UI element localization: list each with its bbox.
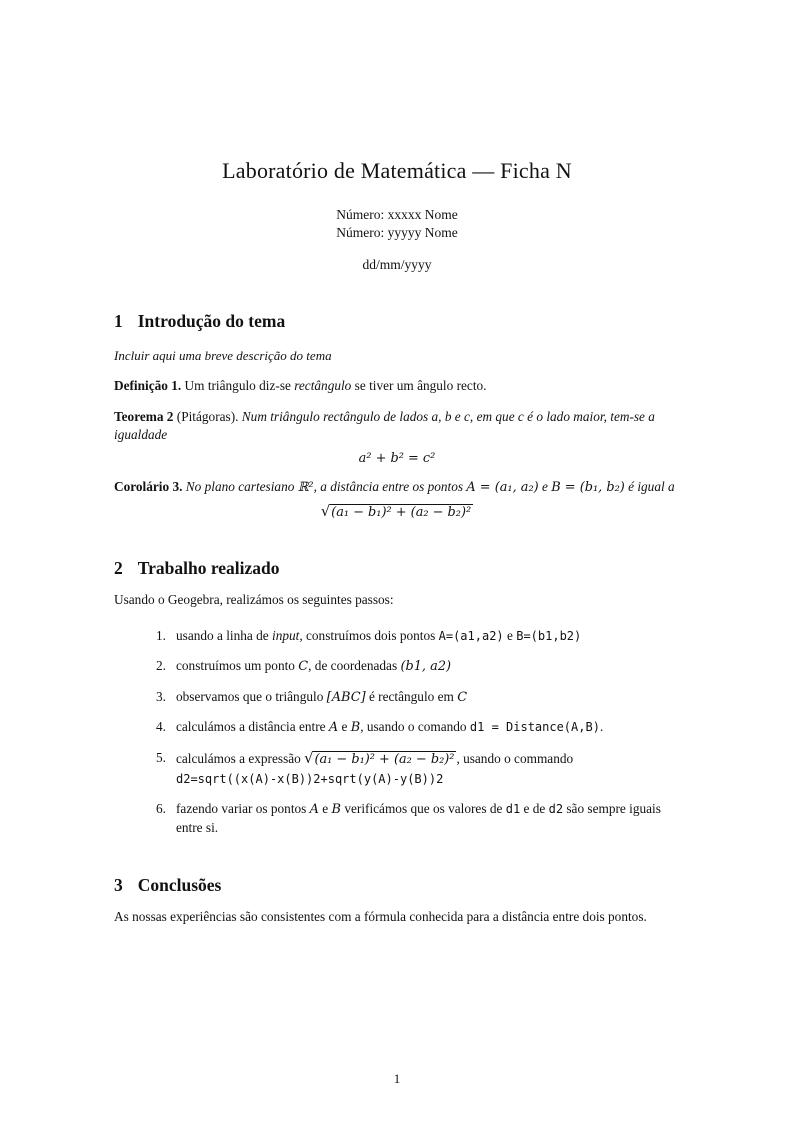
corollary-paragraph [114,478,680,497]
step-text: verificámos que os valores de [341,801,506,816]
corollary-label: Corolário 3. [114,479,183,495]
math-b: B [350,720,361,736]
corollary-text-4: é igual a [624,479,675,495]
theorem-paragraph [114,408,680,445]
step-item-2 [146,657,680,676]
sqrt-radicand: (a₁ − b₁)² + (a₂ − b₂)² [331,505,472,521]
inline-code-d1: d1 [505,802,521,816]
step-body [176,718,680,737]
section-2-title: Trabalho realizado [137,558,280,579]
step-body [176,800,680,837]
section-1-number: 1 [114,311,123,332]
step-text: fazendo variar os pontos [176,801,310,816]
step-text: , usando o commando [456,751,574,767]
corollary-text-1: No plano cartesiano [182,479,298,495]
step-number: 2. [156,657,166,673]
theorem-label: Teorema 2 [114,408,174,424]
section-2-heading [114,558,680,579]
step-item-4 [146,718,680,737]
step-body [176,657,680,676]
step-text: e [503,627,517,643]
section-3-number: 3 [114,875,123,896]
sqrt-symbol: √ [304,750,314,768]
step-item-5 [146,749,680,788]
definition-text-2: se tiver um ângulo recto. [351,378,487,394]
steps-intro: Usando o Geogebra, realizámos os seguintes passos: [114,592,394,608]
section-3-title: Conclusões [137,875,222,896]
math-a: A [309,802,319,817]
theorem-body: Num triângulo rectângulo de lados a, b e c, em que c é o lado maior, tem-se a igualdade [114,408,655,443]
math-triangle-abc: [ABC] [326,689,366,705]
inline-code-d2: d2=sqrt((x(A)-x(B))2+sqrt(y(A)-y(B))2 [176,772,444,787]
step-number: 3. [156,688,166,704]
author-line-1: Número: xxxxx Nome [336,207,458,222]
document-date: dd/mm/yyyy [362,257,432,273]
author-line-2: Número: yyyyy Nome [336,225,458,241]
section-1-heading [114,311,680,332]
inline-code-point-a: A=(a1,a2) [438,628,504,643]
equation-pythagoras [114,450,680,466]
sqrt-radicand-inline: (a₁ − b₁)² + (a₂ − b₂)² [314,752,455,768]
step-text: , de coordenadas [308,657,401,673]
step-body [176,627,680,645]
step-text: é rectângulo em [365,688,458,704]
definition-term: rectângulo [294,378,352,394]
step-body [176,749,680,788]
inline-code-d2: d2 [548,802,564,816]
definition-label: Definição 1. [114,378,182,394]
page-number: 1 [393,1071,401,1086]
step-text: usando a linha de [176,627,273,643]
math-point-b: B = (b₁, b₂) [551,480,625,496]
math-a: A [328,720,339,736]
section-1-title: Introdução do tema [137,311,286,332]
math-c: C [298,658,309,674]
step-text: e de [520,801,549,816]
inline-code-point-b: B=(b1,b2) [516,628,582,643]
step-item-6 [146,800,680,837]
step-number: 4. [156,719,166,735]
step-text: construímos um ponto [176,657,299,673]
step-text: calculámos a distância entre [176,719,329,735]
intro-note: Incluir aqui uma breve descrição do tema [114,348,332,364]
input-term: input [272,627,300,643]
step-item-1 [146,627,680,645]
step-number: 6. [156,801,166,816]
sqrt-symbol: √ [320,503,331,521]
step-text: . [599,719,604,735]
steps-list [146,627,680,838]
theorem-attribution: (Pitágoras). [173,408,242,424]
section-2-number: 2 [114,558,123,579]
corollary-text-3: e [538,479,552,495]
conclusion-paragraph: As nossas experiências são consistentes com a fórmula conhecida para a distância entre dois pontos. [114,909,647,925]
definition-text-1: Um triângulo diz-se [181,378,295,394]
author-block [114,206,680,242]
step-text: , usando o comando [360,719,470,735]
pythagoras-formula: a² + b² = c² [358,451,436,467]
step-number: 1. [156,627,166,643]
step-text: observamos que o triângulo [176,688,327,704]
step-text: e [318,801,332,816]
definition-paragraph [114,377,680,395]
step-number: 5. [156,750,166,766]
step-item-3 [146,688,680,707]
inline-code-distance: d1 = Distance(A,B) [469,720,600,735]
step-text: são sempre iguais entre si. [176,801,661,835]
math-c: C [457,689,468,705]
step-text: e [338,719,351,735]
step-text: calculámos a expressão [176,751,305,767]
document-title: Laboratório de Matemática — Ficha N [222,158,572,183]
math-point-a: A = (a₁, a₂) [466,480,539,496]
equation-distance [114,503,680,520]
corollary-text-2: , a distância entre os pontos [313,479,467,495]
step-body [176,688,680,707]
section-3-heading [114,875,680,896]
math-coords: (b1, a2) [400,658,452,674]
math-r2: ℝ² [297,480,314,496]
step-text: , construímos dois pontos [299,627,439,643]
math-b: B [331,802,342,817]
